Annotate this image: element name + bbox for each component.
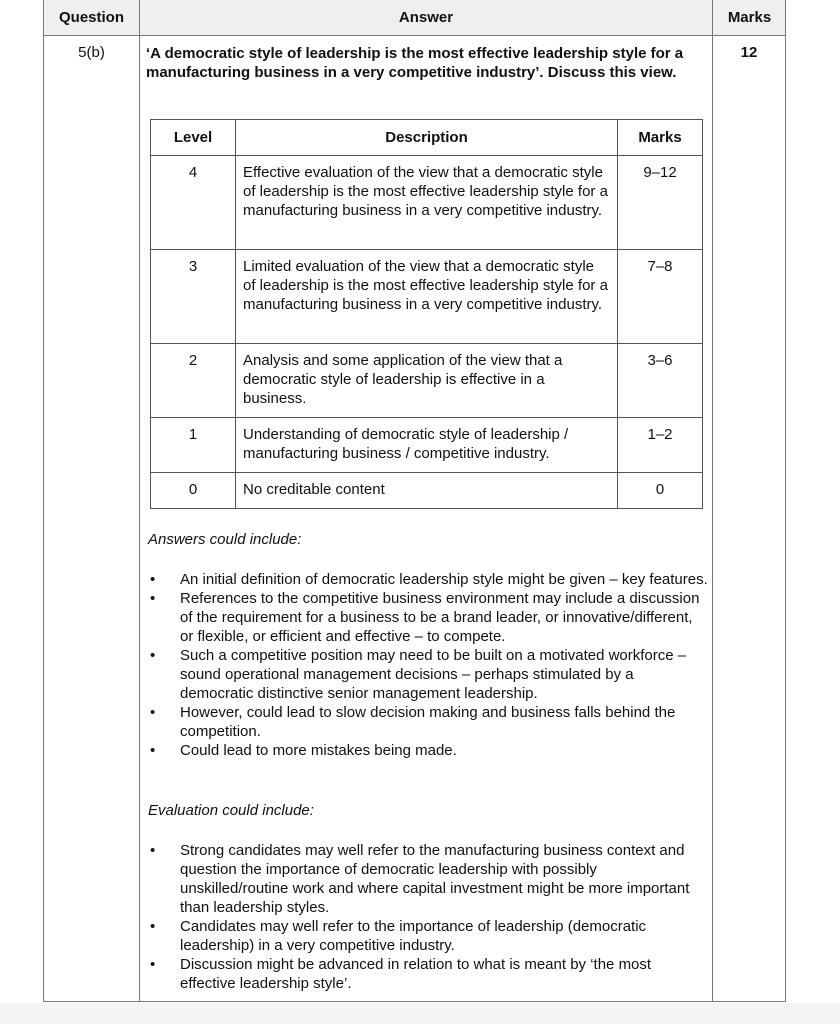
description-cell: Understanding of democratic style of leadership / manufacturing business / competitive industry. bbox=[236, 418, 618, 473]
level-cell: 3 bbox=[151, 250, 236, 344]
question-number: 5(b) bbox=[78, 44, 105, 61]
list-item: • Could lead to more mistakes being made. bbox=[148, 741, 708, 760]
table-row bbox=[151, 250, 703, 344]
table-row bbox=[151, 473, 703, 509]
header-answer: Answer bbox=[398, 9, 454, 26]
level-cell: 4 bbox=[151, 156, 236, 250]
table-row bbox=[151, 344, 703, 418]
evaluation-heading: Evaluation could include: bbox=[148, 802, 314, 819]
level-table-header bbox=[151, 120, 703, 156]
level-cell: 0 bbox=[151, 473, 236, 509]
level-cell: 2 bbox=[151, 344, 236, 418]
page-bottom-margin bbox=[0, 1003, 840, 1024]
level-cell: 1 bbox=[151, 418, 236, 473]
header-question: Question bbox=[58, 9, 124, 26]
header-marks: Marks bbox=[727, 9, 772, 26]
column-divider bbox=[712, 0, 713, 1001]
question-text: ‘A democratic style of leadership is the most effective leadership style for a manufacturing business in a very competitive industry’. Discuss this view. bbox=[146, 45, 684, 81]
list-item: • Discussion might be advanced in relation to what is meant by ‘the most effective leadership style’. bbox=[148, 955, 708, 993]
description-cell: Analysis and some application of the view that a democratic style of leadership is effective in a business. bbox=[236, 344, 618, 418]
list-item: • References to the competitive business environment may include a discussion of the requirement for a business to be a brand leader, or innovative/different, or flexible, or efficient and effective – to compete. bbox=[148, 589, 708, 646]
list-item: • An initial definition of democratic leadership style might be given – key features. bbox=[148, 570, 708, 589]
level-header: Level bbox=[151, 120, 236, 156]
marks-cell: 3–6 bbox=[618, 344, 703, 418]
evaluation-list bbox=[148, 841, 708, 993]
mark-scheme-table bbox=[43, 0, 786, 1002]
description-cell: Effective evaluation of the view that a democratic style of leadership is the most effective leadership style for a manufacturing business in a very competitive industry. bbox=[236, 156, 618, 250]
marks-cell: 1–2 bbox=[618, 418, 703, 473]
list-item: • Candidates may well refer to the importance of leadership (democratic leadership) in a very competitive industry. bbox=[148, 917, 708, 955]
column-divider bbox=[139, 0, 140, 1001]
table-row bbox=[151, 418, 703, 473]
list-item: • However, could lead to slow decision making and business falls behind the competition. bbox=[148, 703, 708, 741]
marks-cell: 9–12 bbox=[618, 156, 703, 250]
description-cell: Limited evaluation of the view that a democratic style of leadership is the most effective leadership style for a manufacturing business in a very competitive industry. bbox=[236, 250, 618, 344]
marks-header: Marks bbox=[618, 120, 703, 156]
table-row bbox=[151, 156, 703, 250]
answers-heading: Answers could include: bbox=[148, 531, 302, 548]
question-marks: 12 bbox=[740, 44, 758, 61]
marks-cell: 0 bbox=[618, 473, 703, 509]
list-item: • Such a competitive position may need to be built on a motivated workforce – sound operational management decisions – perhaps stimulated by a democratic distinctive senior management leadership. bbox=[148, 646, 708, 703]
level-descriptor-table bbox=[150, 119, 703, 509]
answers-list bbox=[148, 570, 708, 760]
description-header: Description bbox=[236, 120, 618, 156]
description-cell: No creditable content bbox=[236, 473, 618, 509]
marks-cell: 7–8 bbox=[618, 250, 703, 344]
list-item: • Strong candidates may well refer to the manufacturing business context and question the importance of democratic leadership with possibly unskilled/routine work and where capital investment might be more important than leadership styles. bbox=[148, 841, 708, 917]
